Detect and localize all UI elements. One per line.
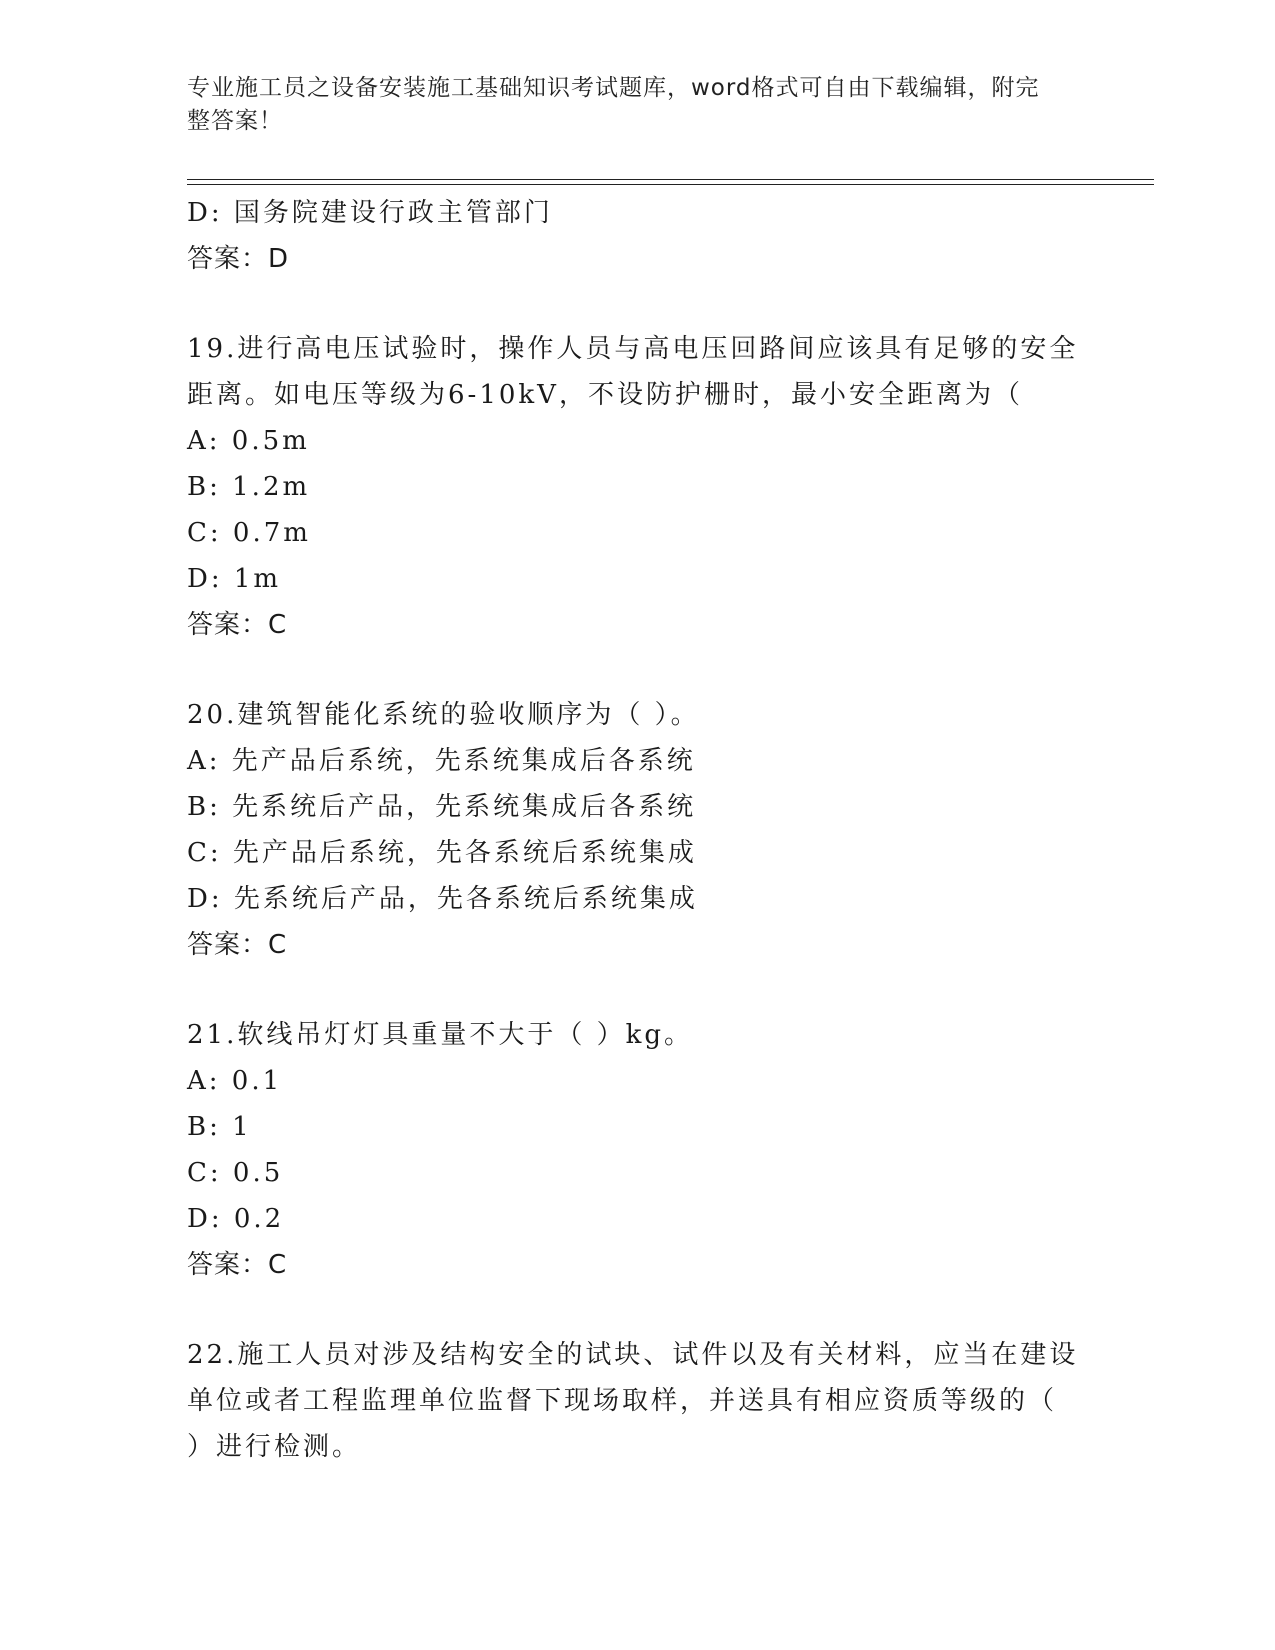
- question-line: B: 先系统后产品，先系统集成后各系统: [187, 792, 697, 822]
- question-line: A: 0.5m: [187, 426, 310, 456]
- question-text: 21.软线吊灯灯具重量不大于（ ）kg。: [187, 1020, 694, 1050]
- question-line: D: 0.2: [187, 1204, 285, 1234]
- question-text: 19.进行高电压试验时，操作人员与高电压回路间应该具有足够的安全: [187, 334, 1079, 364]
- question-block: [187, 326, 1087, 648]
- header-line-2: 整答案！: [187, 108, 283, 134]
- answer-line: 答案：D: [187, 244, 290, 274]
- answer-line: 答案：C: [187, 930, 288, 960]
- document-header: [187, 72, 1067, 138]
- question-block: [187, 692, 1087, 968]
- question-line: C: 0.5: [187, 1158, 284, 1188]
- question-block: [187, 190, 1087, 282]
- answer-line: 答案：C: [187, 1250, 288, 1280]
- question-line: C: 先产品后系统，先各系统后系统集成: [187, 838, 697, 868]
- question-line: 距离。如电压等级为6-10kV，不设防护栅时，最小安全距离为（: [187, 380, 1023, 410]
- question-text: 20.建筑智能化系统的验收顺序为（ ）。: [187, 700, 700, 730]
- question-line: ）进行检测。: [187, 1432, 362, 1462]
- question-line: C: 0.7m: [187, 518, 311, 548]
- question-block: [187, 1012, 1087, 1288]
- question-line: D: 国务院建设行政主管部门: [187, 198, 553, 228]
- header-line-1: 专业施工员之设备安装施工基础知识考试题库，word格式可自由下载编辑，附完: [187, 75, 1040, 101]
- block-spacer: [187, 968, 1087, 1012]
- question-line: 单位或者工程监理单位监督下现场取样，并送具有相应资质等级的（: [187, 1386, 1058, 1416]
- question-line: B: 1: [187, 1112, 252, 1142]
- block-spacer: [187, 648, 1087, 692]
- question-line: A: 先产品后系统，先系统集成后各系统: [187, 746, 696, 776]
- question-line: A: 0.1: [187, 1066, 283, 1096]
- block-spacer: [187, 282, 1087, 326]
- question-line: D: 先系统后产品，先各系统后系统集成: [187, 884, 698, 914]
- question-block: [187, 1332, 1087, 1470]
- header-rule-top: [187, 179, 1154, 180]
- question-line: D: 1m: [187, 564, 282, 594]
- question-content: [187, 190, 1087, 1470]
- question-line: B: 1.2m: [187, 472, 311, 502]
- question-text: 22.施工人员对涉及结构安全的试块、试件以及有关材料，应当在建设: [187, 1340, 1079, 1370]
- answer-line: 答案：C: [187, 610, 288, 640]
- block-spacer: [187, 1288, 1087, 1332]
- header-rule-bottom: [187, 184, 1154, 185]
